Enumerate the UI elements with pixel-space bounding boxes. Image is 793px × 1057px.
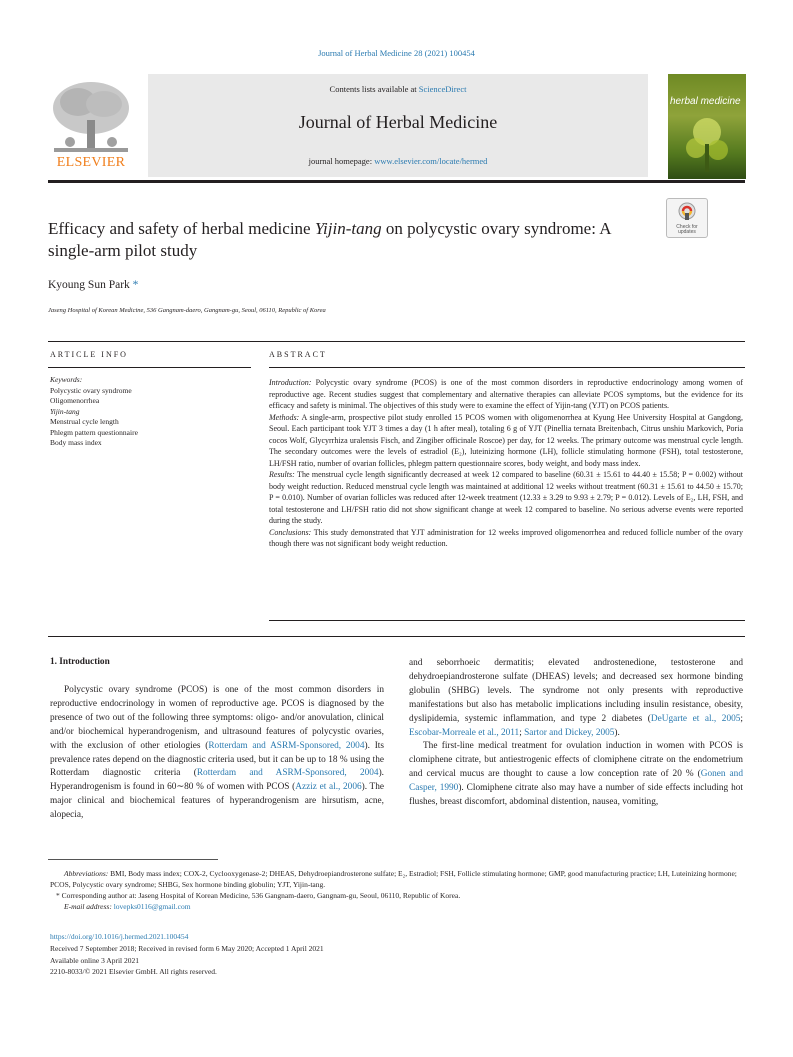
title-part1: Efficacy and safety of herbal medicine (48, 219, 315, 238)
contents-line (148, 84, 648, 94)
email-link[interactable]: lovepks0116@gmail.com (113, 902, 191, 911)
check-updates-label: Check for updates (676, 224, 698, 235)
keyword-item: Body mass index (50, 438, 102, 447)
body-text: and seborrhoeic dermatitis; elevated androstenedione, testosterone and dehydroepiandrosterone sulfate (DHEAS) levels; and decreased sex hormone binding globulin (SHBG) levels. The syndrome not only presents with reproductive manifestations but also has metabolic implications including insulin resistance, obesity, dyslipidemia, systemic inflammation, and type 2 diabetes ( (409, 658, 743, 724)
sciencedirect-link[interactable]: ScienceDirect (418, 84, 467, 94)
citation-link[interactable]: Sartor and Dickey, 2005 (524, 727, 615, 738)
homepage-line (148, 156, 648, 166)
affiliation: Jaseng Hospital of Korean Medicine, 536 Gangnam-daero, Gangnam-gu, Seoul, 06110, Republic of Korea (48, 307, 326, 314)
cover-title: herbal medicine (670, 96, 741, 107)
homepage-link[interactable]: www.elsevier.com/locate/hermed (374, 156, 488, 166)
results-label: Results: (269, 470, 295, 479)
copyright: 2210-8033/© 2021 Elsevier GmbH. All rights reserved. (50, 967, 217, 977)
check-updates-icon (678, 202, 696, 222)
corresponding-author-footnote: * Corresponding author at: Jaseng Hospital of Korean Medicine, 536 Gangnam-daero, Gangnam-gu, Seoul, 06110, Republic of Korea. (56, 891, 461, 900)
citation-link[interactable]: Azziz et al., 2006 (295, 782, 362, 793)
intro-label: Introduction: (269, 378, 312, 387)
corresponding-author-mark[interactable]: * (132, 279, 139, 291)
author-name: Kyoung Sun Park (48, 279, 130, 291)
check-for-updates-badge[interactable] (666, 198, 708, 238)
body-text: ). Clomiphene citrate also may have a number of side effects including hot flushes, breast discomfort, abdominal distention, nausea, vomiting, (409, 783, 744, 808)
section-heading-introduction: 1. Introduction (50, 657, 110, 667)
abstract-heading: ABSTRACT (269, 350, 327, 359)
abstract-methods (269, 412, 743, 470)
conclusions-label: Conclusions: (269, 527, 312, 537)
citation-link[interactable]: Gonen and Casper, 1990 (409, 769, 743, 794)
publication-info (50, 931, 743, 978)
abstract-results (269, 469, 743, 527)
citation-link[interactable]: Rotterdam and ASRM-Sponsored, 2004 (196, 768, 379, 779)
journal-reference[interactable]: Journal of Herbal Medicine 28 (2021) 100454 (318, 48, 475, 58)
title-italic: Yijin-tang (314, 219, 382, 238)
citation-link[interactable]: Rotterdam and ASRM-Sponsored, 2004 (208, 740, 365, 751)
citation-link[interactable]: DeUgarte et al., 2005 (650, 713, 741, 724)
footnotes-block (50, 868, 743, 912)
body-left-column (50, 684, 384, 823)
abbreviations-label: Abbreviations: (64, 869, 109, 878)
abstract-introduction (269, 377, 743, 412)
body-text: ). (614, 727, 620, 738)
intro-text: Polycystic ovary syndrome (PCOS) is one of the most common disorders in reproductive endocrinology among women of reproductive age. Recent studies suggest that complementary and alternative therapies can alleviate PCOS symptoms, but the evidence for its efficacy and safety is minimal. The objectives of this study were to examine the effect of Yijin-tang (YJT) on PCOS patients. (269, 378, 743, 410)
body-text: ). Its prevalence rates depend on the diagnostic criteria used, but it can be up to 18 % using the Rotterdam diagnostic criteria ( (50, 740, 384, 779)
abbreviations-footnote (50, 868, 743, 890)
citation-separator: ; (519, 727, 525, 738)
email-label: E-mail address: (64, 902, 112, 911)
article-info-heading: ARTICLE INFO (50, 350, 128, 359)
paper-title (48, 218, 628, 262)
body-top-rule (48, 636, 745, 637)
header-rule (48, 180, 745, 183)
top-rule (48, 341, 745, 342)
abbreviations-text: BMI, Body mass index; COX-2, Cyclooxygenase-2; DHEAS, Dehydroepiandrosterone sulfate; E₂, Estradiol; FSH, Follicle stimulating hormone; GMP, good manufacturing practice; LH, Luteinizing hormone; PCOS, Polycystic ovary syndrome; SHBG, Sex hormone binding globulin; YJT, Yijin-tang. (50, 869, 737, 889)
methods-text: A single-arm, prospective pilot study enrolled 15 PCOS women with oligomenorrhea at Kyung Hee University Hospital at Gangdong, Seoul. Each participant took YJT 3 times a day (1 h after meal), totaling 6 g of YJT (Pinellia ternata Breitenbach, Citrus unshiu Markovich, Poria cocos Wolf, Glycyrrhiza uralensis Fisch, and Zingiber officinale Roscoe) per day, for 12 weeks. The primary outcome was menstrual cycle length. The secondary outcomes were the levels of estradiol (E₂), luteinizing hormone (LH), follicle stimulating hormone (FSH), total testosterone, LH/FSH ratio, number of ovarian follicles, phlegm pattern questionnaire scores, body weight, and body mass index. (269, 412, 743, 468)
body-right-column (409, 657, 743, 810)
footnote-rule (48, 859, 218, 860)
body-text: The first-line medical treatment for ovulation induction in women with PCOS is clomiphene citrate, but antiestrogenic effects of clomiphene citrate on the endometrium and cervical mucus are thought to cause a low conception rate of 20 % ( (409, 741, 743, 780)
results-text: The menstrual cycle length significantly decreased at week 12 compared to baseline (60.31 ± 15.61 to 44.40 ± 15.58; P = 0.002) without body weight reduction. Reduced menstrual cycle length was maintained at additional 12 weeks without treatment (60.31 ± 15.61 to 44.50 ± 15.70; P = 0.010). Number of ovarian follicles was reduced after 12-week treatment (12.33 ± 3.29 to 9.93 ± 2.79; P = 0.012). Levels of E₂, LH, FSH, and total testosterone and LH/FSH ratio did not show significant change at week 12 compared to baseline. No serious adverse events were reported during the study. (269, 470, 743, 525)
conclusions-text: This study demonstrated that YJT administration for 12 weeks improved oligomenorrhea and reduced follicle number of the ovary though there was not significant body weight reduction. (269, 527, 743, 548)
body-text: Polycystic ovary syndrome (PCOS) is one of the most common disorders in reproductive endocrinology in women of reproductive age. PCOS is diagnosed by the presence of two out of the following three symptoms: oligo- and/or anovulation, clinical and/or biochemical hyperandrogenism, and ultrasound features of polycystic ovaries, with the exclusion of other etiologies ( (50, 685, 384, 751)
homepage-prefix: journal homepage: (308, 156, 375, 166)
article-info-rule (48, 367, 251, 368)
abstract-body (269, 377, 743, 550)
keyword-item: Yijin-tang (50, 406, 80, 416)
abstract-rule (269, 367, 745, 368)
doi-link[interactable]: https://doi.org/10.1016/j.hermed.2021.100454 (50, 932, 189, 941)
keyword-item: Menstrual cycle length (50, 417, 119, 426)
available-online: Available online 3 April 2021 (50, 955, 140, 965)
keywords-block (50, 375, 138, 449)
email-footnote (50, 901, 743, 912)
methods-label: Methods: (269, 412, 300, 422)
keyword-item: Oligomenorrhea (50, 396, 100, 405)
citation-link[interactable]: Escobar-Morreale et al., 2011 (409, 727, 520, 738)
keyword-item: Phlegm pattern questionnaire (50, 427, 138, 437)
publisher-wordmark: ELSEVIER (56, 155, 126, 170)
journal-title: Journal of Herbal Medicine (298, 112, 498, 132)
journal-cover-image[interactable] (668, 74, 746, 179)
citation-separator: ; (740, 713, 743, 724)
title-part2: on polycystic ovary syndrome: A single-arm pilot study (48, 219, 611, 260)
keyword-item: Polycystic ovary syndrome (50, 385, 132, 395)
contents-prefix: Contents lists available at (329, 84, 419, 94)
abstract-bottom-rule (269, 620, 745, 621)
body-text: ). Hyperandrogenism is found in 60∼80 % of women with PCOS ( (50, 768, 384, 793)
keywords-label: Keywords: (50, 375, 83, 384)
body-text: ). The major clinical and biochemical features of hyperandrogenism are hirsutism, acne, alopecia, (50, 782, 385, 821)
received-dates: Received 7 September 2018; Received in revised form 6 May 2020; Accepted 1 April 2021 (50, 943, 324, 953)
author-line (48, 279, 138, 291)
abstract-conclusions (269, 527, 743, 550)
